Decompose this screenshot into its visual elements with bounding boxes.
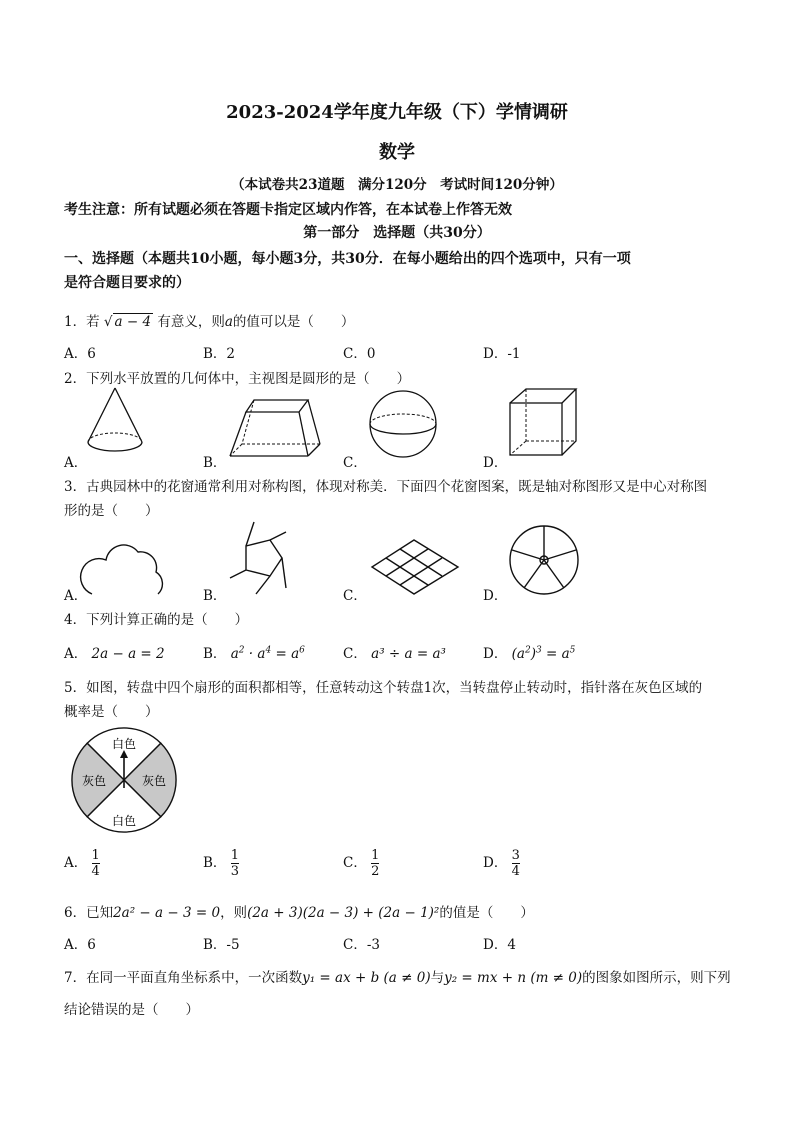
fraction-d: $\frac{3}{4}$ — [511, 848, 520, 879]
q6-option-a[interactable]: A．6 — [64, 937, 96, 953]
sector-label-top: 白色 — [111, 737, 137, 751]
q5-option-c[interactable]: C． $\frac{1}{2}$ — [343, 848, 380, 879]
question-3-line1: 3．古典园林中的花窗通常利用对称构图，体现对称美．下面四个花窗图案，既是轴对称图形又是中心对称图 — [64, 479, 708, 495]
section-one-line1: 一、选择题（本题共10小题，每小题3分，共30分．在每小题给出的四个选项中，只有一项 — [64, 251, 631, 267]
q4-label-c: C． — [343, 646, 367, 662]
pinwheel-window-figure — [226, 518, 296, 598]
lattice-window-figure — [368, 538, 464, 598]
sqrt-sign: √ a − 4 — [103, 314, 152, 330]
q3-option-d[interactable]: D． — [483, 588, 508, 604]
q4-label-a: A． — [64, 646, 88, 662]
q3-option-a[interactable]: A． — [64, 588, 88, 604]
q5-option-d[interactable]: D． $\frac{3}{4}$ — [483, 848, 520, 879]
cube-figure — [508, 387, 588, 467]
q4-option-d[interactable] — [483, 642, 575, 662]
question-6: 6．已知2a² − a − 3 = 0，则(2a + 3)(2a − 3) + (2a − 1)²的值是（ ） — [64, 905, 534, 921]
q1-option-a[interactable]: A．6 — [64, 346, 96, 362]
q4-option-b[interactable] — [203, 642, 305, 662]
q4-expr-a: 2a − a = 2 — [91, 646, 165, 662]
sector-label-right: 灰色 — [141, 774, 167, 788]
section-one-line2: 是符合题目要求的） — [64, 275, 190, 291]
q4-label-d: D． — [483, 646, 508, 662]
q7-function-2: y₂ = mx + n (m ≠ 0) — [444, 970, 583, 986]
question-1 — [64, 310, 354, 330]
q3-option-b[interactable]: B． — [203, 588, 227, 604]
q1-pre: 1．若 — [64, 314, 100, 330]
cone-figure — [80, 384, 160, 464]
cloud-window-figure — [86, 538, 166, 598]
sector-label-bottom: 白色 — [111, 814, 137, 828]
question-5-line2: 概率是（ ） — [64, 704, 159, 720]
q6-option-b[interactable]: B．-5 — [203, 937, 240, 953]
exam-notice: 考生注意：所有试题必须在答题卡指定区域内作答，在本试卷上作答无效 — [64, 202, 512, 218]
q6-expression: (2a + 3)(2a − 3) + (2a − 1)² — [247, 905, 440, 921]
plum-blossom-window-figure — [508, 520, 588, 600]
subject-title: 数学 — [379, 142, 415, 163]
question-4: 4．下列计算正确的是（ ） — [64, 612, 249, 628]
spinner-figure — [66, 726, 186, 836]
q4-expr-c: a³ ÷ a = a³ — [371, 646, 446, 662]
q4-expr-d: $(a^2)^3 = a^5$ — [511, 645, 576, 662]
q4-option-a[interactable] — [64, 642, 165, 662]
q3-option-c[interactable]: C． — [343, 588, 367, 604]
question-3-line2: 形的是（ ） — [64, 503, 159, 519]
exam-title: 2023-2024学年度九年级（下）学情调研 — [226, 102, 568, 123]
q2-option-c[interactable]: C． — [343, 455, 367, 471]
question-2: 2．下列水平放置的几何体中，主视图是圆形的是（ ） — [64, 371, 411, 387]
q2-option-b[interactable]: B． — [203, 455, 227, 471]
fraction-b: $\frac{1}{3}$ — [230, 848, 239, 879]
sphere-figure — [366, 387, 446, 467]
q5-option-a[interactable]: A． $\frac{1}{4}$ — [64, 848, 100, 879]
question-7-line2: 结论错误的是（ ） — [64, 1002, 199, 1018]
fraction-a: $\frac{1}{4}$ — [91, 848, 100, 879]
q5-option-b[interactable]: B． $\frac{1}{3}$ — [203, 848, 239, 879]
q6-condition: 2a² − a − 3 = 0 — [113, 905, 221, 921]
q1-option-d[interactable]: D．-1 — [483, 346, 521, 362]
q6-option-c[interactable]: C．-3 — [343, 937, 380, 953]
fraction-c: $\frac{1}{2}$ — [371, 848, 380, 879]
q4-label-b: B． — [203, 646, 227, 662]
q1-post: 有意义，则 — [157, 314, 225, 330]
part-one-heading: 第一部分 选择题（共30分） — [303, 225, 491, 241]
q7-function-1: y₁ = ax + b (a ≠ 0) — [302, 970, 431, 986]
q6-option-d[interactable]: D．4 — [483, 937, 516, 953]
q1-radicand: a − 4 — [114, 314, 152, 330]
question-5-line1: 5．如图，转盘中四个扇形的面积都相等，任意转动这个转盘1次，当转盘停止转动时，指针落在灰色区域的 — [64, 680, 703, 696]
q4-expr-b: $a^2 \cdot a^4 = a^6$ — [230, 645, 305, 662]
question-7-line1: 7．在同一平面直角坐标系中，一次函数y₁ = ax + b (a ≠ 0)与y₂ = mx + n (m ≠ 0)的图象如图所示，则下列 — [64, 970, 731, 986]
q2-option-d[interactable]: D． — [483, 455, 508, 471]
frustum-figure — [224, 396, 324, 466]
q2-option-a[interactable]: A． — [64, 455, 88, 471]
q4-option-c[interactable] — [343, 642, 446, 662]
q1-post2: 的值可以是（ ） — [232, 314, 355, 330]
sector-label-left: 灰色 — [81, 774, 107, 788]
q1-option-b[interactable]: B．2 — [203, 346, 236, 362]
q1-var: a — [224, 314, 233, 330]
q1-option-c[interactable]: C．0 — [343, 346, 376, 362]
exam-info: （本试卷共23道题 满分120分 考试时间120分钟） — [231, 177, 563, 193]
